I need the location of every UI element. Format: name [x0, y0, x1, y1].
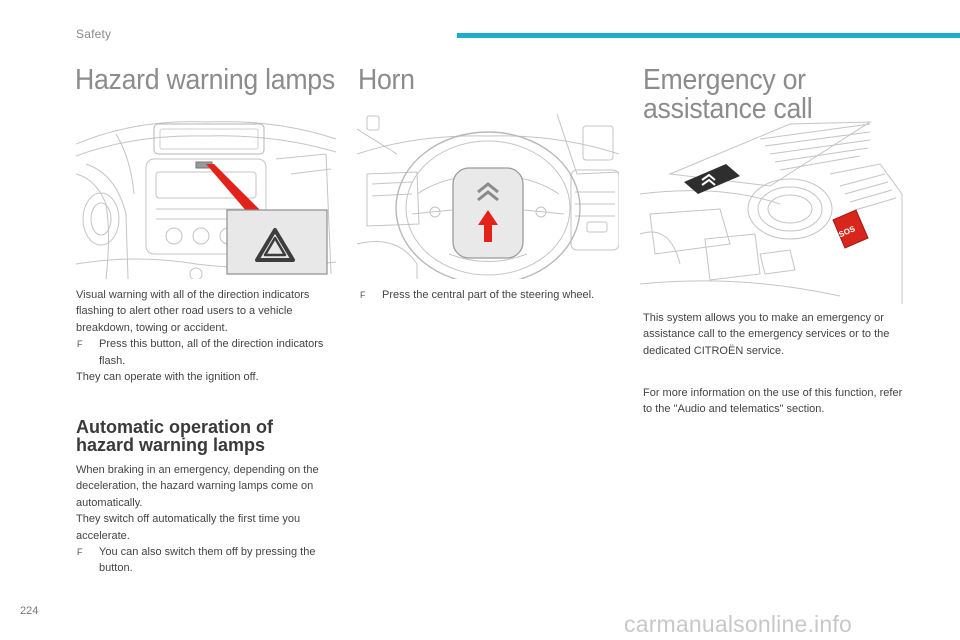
emergency-more-info: For more information on the use of this function, refer to the "Audio and telematics" section. [643, 387, 903, 416]
horn-title: Horn [358, 64, 415, 96]
bullet-mark: F [360, 290, 366, 300]
automatic-heading [76, 418, 341, 454]
section-label: Safety [76, 27, 112, 41]
hazard-intro: Visual warning with all of the direction indicators flashing to alert other road users to a vehicle breakdown, towing or accident. [76, 289, 310, 334]
sos-illustration [640, 114, 904, 304]
steering-wheel-icon [357, 114, 619, 279]
horn-description [359, 287, 599, 303]
horn-bullet-text: Press the central part of the steering wheel. [382, 289, 595, 301]
emergency-title-line1: Emergency or [643, 64, 806, 96]
horn-bullet [359, 287, 599, 303]
automatic-heading-line2: hazard warning lamps [76, 435, 266, 455]
watermark: carmanualsonline.info [624, 611, 852, 637]
bullet-mark: F [77, 339, 83, 350]
sos-button-icon [833, 210, 868, 248]
automatic-text1: When braking in an emergency, depending on the deceleration, the hazard warning lamps come on automatically. [76, 464, 319, 509]
header-accent-bar [457, 33, 960, 38]
emergency-title-line2: assistance call [643, 93, 813, 125]
bullet-mark: F [77, 547, 83, 558]
automatic-text2: They switch off automatically the first time you accelerate. [76, 513, 301, 542]
hazard-description [76, 287, 338, 385]
horn-illustration [357, 114, 619, 279]
emergency-description: This system allows you to make an emergency or assistance call to the emergency services or to the dedicated CITROËN service. [643, 312, 890, 357]
hazard-bullet-text: Press this button, all of the direction indicators flash. [99, 338, 324, 367]
automatic-description [76, 462, 338, 577]
automatic-heading-line1: Automatic operation of [76, 417, 273, 437]
page-number: 224 [20, 605, 39, 617]
hazard-title: Hazard warning lamps [75, 64, 335, 96]
sos-label: SOS [837, 224, 857, 240]
hazard-illustration [76, 114, 336, 279]
hazard-bullet [76, 336, 338, 369]
automatic-bullet-text: You can also switch them off by pressing the button. [99, 546, 316, 575]
hazard-note: They can operate with the ignition off. [76, 371, 259, 384]
automatic-bullet [76, 544, 338, 577]
